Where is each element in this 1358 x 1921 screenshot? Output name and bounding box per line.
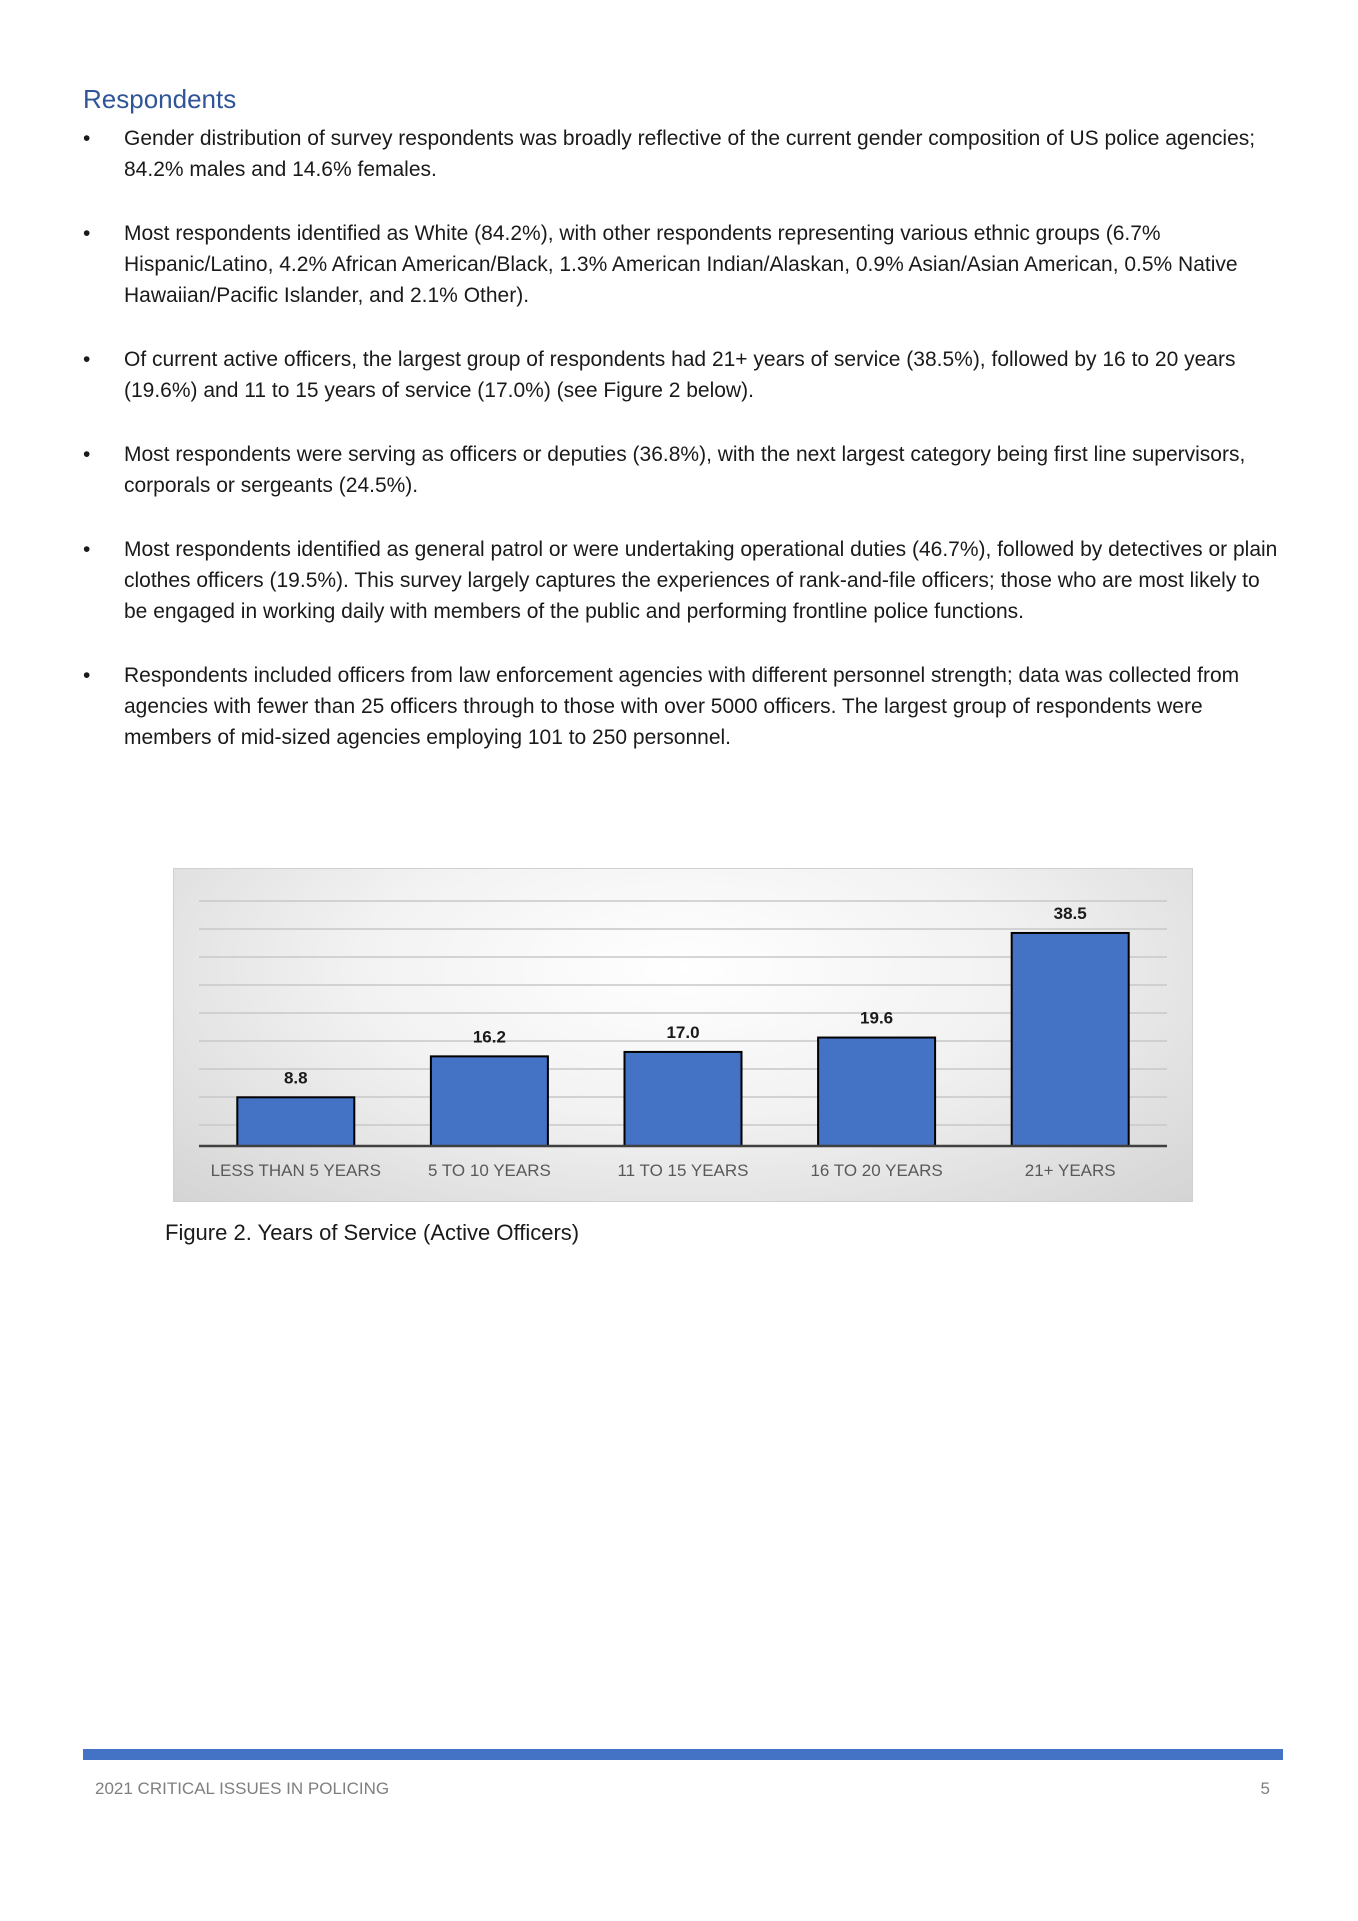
bullet-text: Gender distribution of survey respondents was broadly reflective of the current gender composition of US police agencies; 84.2% males and 14.6% females. <box>124 127 1256 181</box>
bullet-icon: • <box>83 538 91 561</box>
footer-accent-bar <box>83 1749 1283 1760</box>
footer-title: 2021 CRITICAL ISSUES IN POLICING <box>95 1779 390 1798</box>
bullet-text: Of current active officers, the largest group of respondents had 21+ years of service (38.5%), followed by 16 to 20 years (19.6%) and 11 to 15 years of service (17.0%) (see Figure 2 below). <box>124 348 1236 402</box>
category-label: 11 TO 15 YEARS <box>617 1161 749 1180</box>
bar-4 <box>818 1038 935 1146</box>
list-item <box>83 439 1283 501</box>
bullet-icon: • <box>83 443 91 466</box>
list-item <box>83 123 1283 185</box>
bullet-text: Respondents included officers from law enforcement agencies with different personnel strength; data was collected from agencies with fewer than 25 officers through to those with over 5000 officers. The largest group of respondents were members of mid-sized agencies employing 101 to 250 personnel. <box>124 664 1240 749</box>
bar-5 <box>1012 933 1129 1146</box>
category-label: 21+ YEARS <box>1024 1161 1116 1180</box>
bar-chart-svg <box>174 869 1192 1201</box>
category-label: 16 TO 20 YEARS <box>810 1161 943 1180</box>
page-number: 5 <box>1260 1779 1270 1798</box>
bullet-icon: • <box>83 222 91 245</box>
list-item <box>83 344 1283 406</box>
list-item <box>83 218 1283 311</box>
list-item <box>83 660 1283 753</box>
figure-caption: Figure 2. Years of Service (Active Officers) <box>165 1220 580 1245</box>
bullet-text: Most respondents identified as White (84.2%), with other respondents representing various ethnic groups (6.7% Hispanic/Latino, 4.2% African American/Black, 1.3% American Indian/Alaskan, 0.9% Asian/Asian American, 0.5% Native Hawaiian/Pacific Islander, and 2.1% Other). <box>124 222 1238 307</box>
list-item <box>83 534 1283 627</box>
years-of-service-chart <box>173 868 1193 1202</box>
data-label: 17.0 <box>666 1022 700 1042</box>
bullet-text: Most respondents identified as general patrol or were undertaking operational duties (46.7%), followed by detectives or plain clothes officers (19.5%). This survey largely captures the experiences of rank-and-file officers; those who are most likely to be engaged in working daily with members of the public and performing frontline police functions. <box>124 538 1278 623</box>
data-label: 8.8 <box>283 1068 308 1088</box>
section-title: Respondents <box>83 84 237 114</box>
bullet-icon: • <box>83 348 91 371</box>
bullet-text: Most respondents were serving as officers or deputies (36.8%), with the next largest category being first line supervisors, corporals or sergeants (24.5%). <box>124 443 1246 497</box>
bar-3 <box>625 1052 742 1146</box>
bullet-list <box>83 123 1283 786</box>
bar-2 <box>431 1056 548 1146</box>
category-label: LESS THAN 5 YEARS <box>210 1161 381 1180</box>
data-label: 38.5 <box>1053 903 1087 923</box>
category-label: 5 TO 10 YEARS <box>427 1161 551 1180</box>
data-label: 16.2 <box>472 1027 506 1047</box>
bullet-icon: • <box>83 127 91 150</box>
data-label: 19.6 <box>860 1008 894 1028</box>
bar-1 <box>237 1097 354 1146</box>
bullet-icon: • <box>83 664 91 687</box>
